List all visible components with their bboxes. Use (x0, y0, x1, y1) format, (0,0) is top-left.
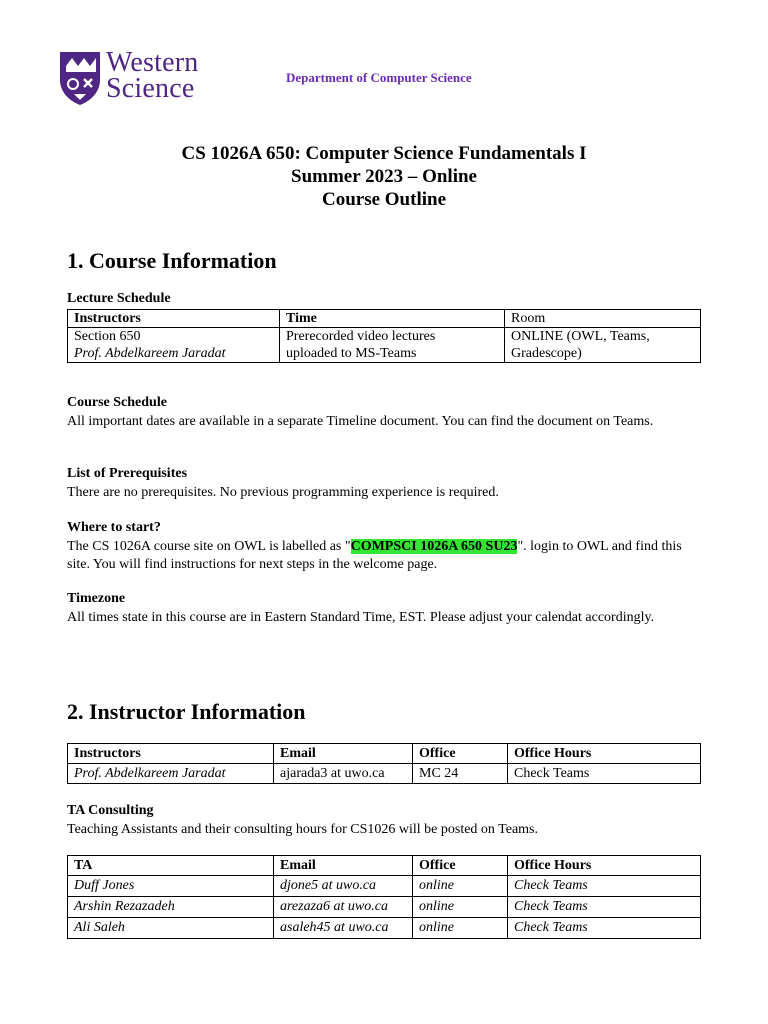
lecture-schedule-label: Lecture Schedule (67, 291, 171, 306)
table-cell-room (505, 328, 701, 363)
table-cell-time (280, 328, 505, 363)
table-row (68, 328, 701, 363)
table-header: Office Hours (508, 856, 701, 876)
section-heading-instructor-info: 2. Instructor Information (67, 699, 306, 724)
time-line: uploaded to MS-Teams (286, 346, 417, 361)
table-header-row (68, 310, 701, 328)
western-crest-icon (58, 50, 102, 106)
table-row (68, 897, 701, 918)
where-to-start-label: Where to start? (67, 520, 161, 535)
ta-email: arezaza6 at uwo.ca (274, 897, 413, 918)
logo-wordmark (106, 47, 199, 104)
ta-consulting-text: Teaching Assistants and their consulting hours for CS1026 will be posted on Teams. (67, 822, 539, 837)
ta-office: online (413, 918, 508, 939)
room-line: ONLINE (OWL, Teams, (511, 329, 650, 344)
table-cell-instructor (68, 328, 280, 363)
table-row (68, 764, 701, 784)
table-header-row (68, 744, 701, 764)
instructor-table (67, 743, 701, 784)
ta-office: online (413, 876, 508, 897)
ta-consulting-label: TA Consulting (67, 803, 154, 818)
course-term: Summer 2023 – Online (291, 166, 477, 187)
table-header: Room (505, 310, 701, 328)
table-header: Instructors (68, 310, 280, 328)
course-outline-title: Course Outline (321, 189, 447, 210)
ta-name: Ali Saleh (68, 918, 274, 939)
table-row (68, 876, 701, 897)
where-to-start-text (67, 538, 692, 574)
section-heading-course-info: 1. Course Information (67, 248, 277, 273)
ta-office-hours: Check Teams (508, 897, 701, 918)
owl-site-highlight: COMPSCI 1026A 650 SU23 (350, 539, 518, 554)
ta-office-hours: Check Teams (508, 918, 701, 939)
table-header: Email (274, 744, 413, 764)
table-header: Instructors (68, 744, 274, 764)
instructor-name: Prof. Abdelkareem Jaradat (68, 764, 274, 784)
table-header: Office (413, 744, 508, 764)
start-text-after: ". login to OWL and find this site. You will find instructions for next steps in the welcome page. (67, 539, 682, 572)
ta-office: online (413, 897, 508, 918)
ta-table (67, 855, 701, 939)
time-line: Prerecorded video lectures (286, 329, 436, 344)
timezone-text: All times state in this course are in Eastern Standard Time, EST. Please adjust your calendat accordingly. (67, 610, 655, 625)
logo-line-2: Science (106, 73, 195, 104)
table-header: Time (280, 310, 505, 328)
instructor-office-hours: Check Teams (508, 764, 701, 784)
timezone-label: Timezone (67, 591, 126, 606)
instructor-email: ajarada3 at uwo.ca (274, 764, 413, 784)
table-header: TA (68, 856, 274, 876)
section-number: Section 650 (74, 329, 141, 344)
start-text-before: The CS 1026A course site on OWL is labelled as " (67, 539, 351, 554)
course-schedule-text: All important dates are available in a separate Timeline document. You can find the document on Teams. (67, 414, 654, 429)
ta-email: asaleh45 at uwo.ca (274, 918, 413, 939)
logo-line-1: Western (106, 47, 199, 78)
ta-office-hours: Check Teams (508, 876, 701, 897)
prerequisites-label: List of Prerequisites (67, 466, 188, 481)
lecture-schedule-table (67, 309, 701, 363)
table-header-row (68, 856, 701, 876)
department-name: Department of Computer Science (286, 70, 472, 85)
instructor-name: Prof. Abdelkareem Jaradat (74, 346, 226, 361)
table-header: Office Hours (508, 744, 701, 764)
room-line: Gradescope) (511, 346, 582, 361)
instructor-office: MC 24 (413, 764, 508, 784)
ta-email: djone5 at uwo.ca (274, 876, 413, 897)
table-header: Office (413, 856, 508, 876)
prerequisites-text: There are no prerequisites. No previous programming experience is required. (67, 485, 499, 500)
course-schedule-label: Course Schedule (67, 395, 167, 410)
ta-name: Arshin Rezazadeh (68, 897, 274, 918)
table-header: Email (274, 856, 413, 876)
table-row (68, 918, 701, 939)
course-title: CS 1026A 650: Computer Science Fundamentals I (181, 143, 587, 164)
ta-name: Duff Jones (68, 876, 274, 897)
